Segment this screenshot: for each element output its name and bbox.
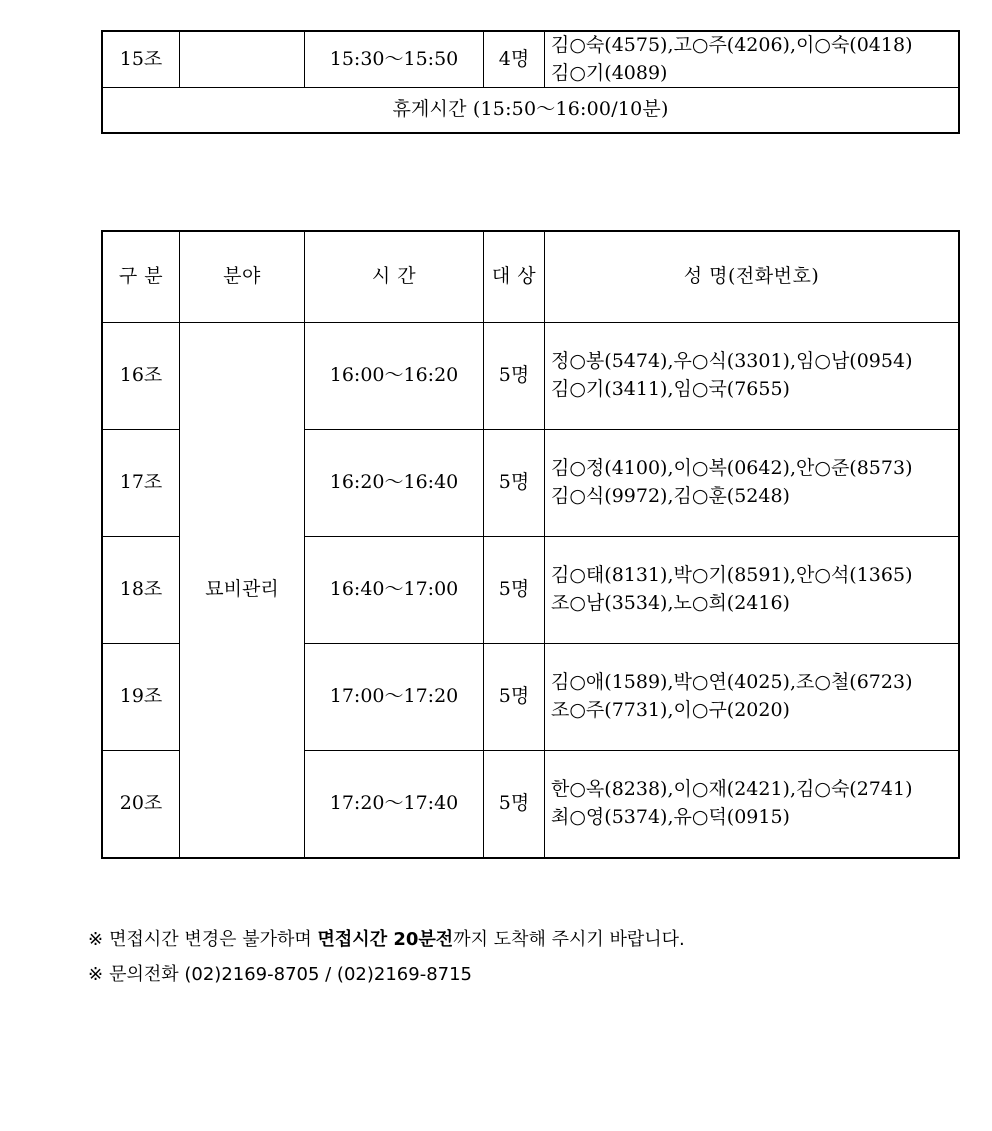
header-group: 구 분 — [102, 231, 180, 323]
header-time: 시 간 — [305, 231, 484, 323]
header-names: 성 명(전화번호) — [545, 231, 960, 323]
schedule-table-lower — [101, 230, 960, 859]
names-line: 김○숙(4575),고○주(4206),이○숙(0418) — [551, 34, 913, 56]
cell-group: 16조 — [102, 323, 180, 430]
names-line: 김○기(4089) — [551, 61, 668, 84]
note-line — [88, 922, 685, 957]
names-line: 조○주(7731),이○구(2020) — [551, 699, 790, 721]
names-line: 정○봉(5474),우○식(3301),임○남(0954) — [551, 350, 913, 373]
cell-count: 5명 — [484, 644, 545, 751]
names-line: 최○영(5374),유○덕(0915) — [551, 806, 790, 828]
notes-section — [88, 922, 685, 992]
note-text-bold: 면접시간 20분전 — [317, 929, 454, 950]
cell-time: 15:30～15:50 — [305, 31, 484, 88]
note-mark-icon: ※ — [88, 929, 104, 950]
cell-count: 5명 — [484, 430, 545, 537]
cell-time: 17:20～17:40 — [305, 751, 484, 859]
cell-names — [545, 537, 960, 644]
schedule-table-upper — [101, 30, 960, 134]
cell-group: 18조 — [102, 537, 180, 644]
note-text-before: 문의전화 (02)2169-8705 / (02)2169-8715 — [109, 964, 472, 986]
cell-names — [545, 644, 960, 751]
cell-group: 20조 — [102, 751, 180, 859]
cell-names — [545, 751, 960, 859]
cell-count: 5명 — [484, 323, 545, 430]
note-line — [88, 957, 685, 992]
cell-names — [545, 31, 960, 88]
cell-names — [545, 430, 960, 537]
cell-time: 17:00～17:20 — [305, 644, 484, 751]
break-label: 휴게시간 (15:50～16:00/10분) — [102, 88, 959, 134]
note-mark-icon: ※ — [88, 964, 104, 986]
header-field: 분야 — [180, 231, 305, 323]
break-row — [102, 88, 959, 134]
note-text-after: 까지 도착해 주시기 바랍니다. — [453, 929, 685, 950]
cell-time: 16:40～17:00 — [305, 537, 484, 644]
cell-group: 19조 — [102, 644, 180, 751]
cell-time: 16:20～16:40 — [305, 430, 484, 537]
cell-names — [545, 323, 960, 430]
header-count: 대 상 — [484, 231, 545, 323]
names-line: 한○옥(8238),이○재(2421),김○숙(2741) — [551, 778, 913, 801]
cell-group: 15조 — [102, 31, 180, 88]
cell-field — [180, 31, 305, 88]
cell-count: 5명 — [484, 537, 545, 644]
cell-group: 17조 — [102, 430, 180, 537]
cell-time: 16:00～16:20 — [305, 323, 484, 430]
names-line: 김○기(3411),임○국(7655) — [551, 378, 790, 400]
names-line: 김○애(1589),박○연(4025),조○철(6723) — [551, 671, 913, 694]
names-line: 조○남(3534),노○희(2416) — [551, 592, 790, 614]
names-line: 김○태(8131),박○기(8591),안○석(1365) — [551, 564, 913, 587]
table-header-row — [102, 231, 959, 323]
cell-count: 4명 — [484, 31, 545, 88]
cell-count: 5명 — [484, 751, 545, 859]
note-text-before: 면접시간 변경은 불가하며 — [109, 929, 318, 950]
names-line: 김○식(9972),김○훈(5248) — [551, 485, 790, 507]
table-row — [102, 323, 959, 430]
names-line: 김○정(4100),이○복(0642),안○준(8573) — [551, 457, 913, 480]
table-row — [102, 31, 959, 88]
cell-field-merged: 묘비관리 — [180, 323, 305, 859]
